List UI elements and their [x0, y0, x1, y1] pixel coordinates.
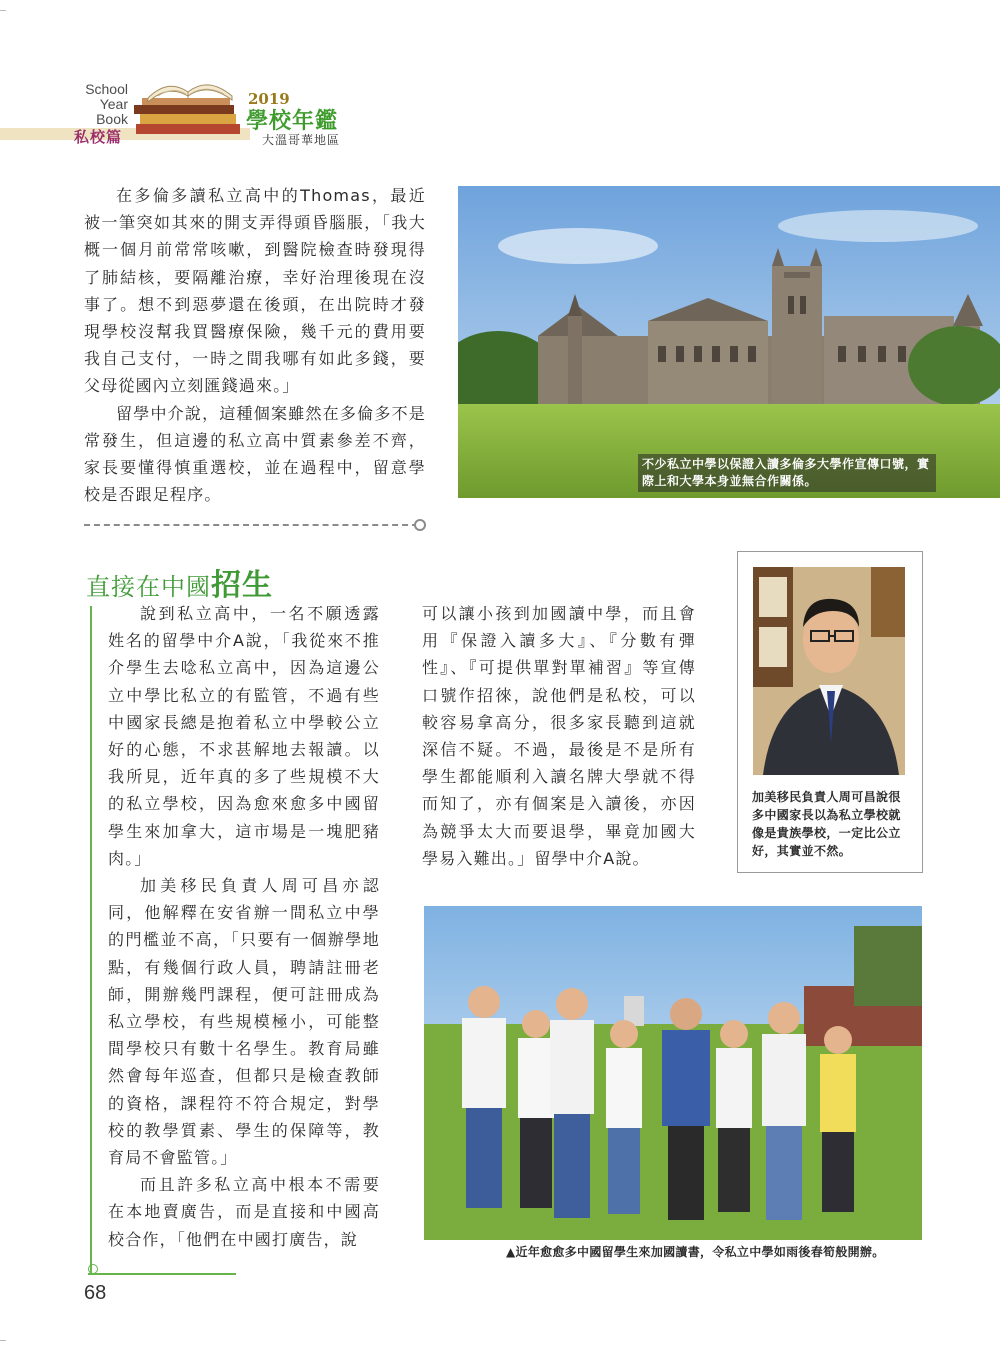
column-accent-dot — [88, 1264, 98, 1274]
divider-end-dot — [414, 519, 426, 531]
section-title — [86, 560, 273, 604]
crop-mark — [0, 1340, 6, 1341]
header-region: 大溫哥華地區 — [262, 133, 341, 147]
portrait-image — [753, 567, 905, 775]
header-english-title — [60, 82, 128, 127]
header-edition: 私校篇 — [74, 128, 123, 146]
intro-paragraph: 在多倫多讀私立高中的Thomas，最近被一筆突如其來的開支弄得頭昏腦脹，「我大概一個月前常常咳嗽，到醫院檢查時發現得了肺結核，要隔離治療，幸好治理後現在沒事了。想不到惡夢還在後頭，在出院時才發現學校沒幫我買醫療保險，幾千元的費用要我自己支付，一時之間我哪有如此多錢，要父母從國內立刻匯錢過來。」 — [84, 186, 426, 396]
article-paragraph: 加美移民負責人周可昌亦認同，他解釋在安省辦一間私立中學的門檻並不高，「只要有一個辦學地點，有幾個行政人員，聘請註冊老師，開辦幾門課程，便可註冊成為私立學校，有些規模極小，可能整間學校只有數十名學生。教育局雖然會每年巡查，但都只是檢查教師的資格，課程符不符合規定，對學校的教學質素、學生的保障等，教育局不會監管。」 — [108, 876, 380, 1168]
header-english-line: Book — [96, 111, 128, 127]
section-title-lead: 直接在中國 — [86, 573, 211, 601]
students-photo-caption: ▲近年愈愈多中國留學生來加國讀書，令私立中學如雨後春筍般開辦。 — [506, 1245, 885, 1259]
article-paragraph: 說到私立高中，一名不願透露姓名的留學中介A說，「我從來不推介學生去唸私立高中，因為這邊公立中學比私立的有監管，不過有些中國家長總是抱着私立中學較公立好的心態，不求甚解地去報讀。以我所見，近年真的多了些規模不大的私立學校，因為愈來愈多中國留學生來加拿大，這市場是一塊肥豬肉。」 — [108, 604, 380, 868]
crop-mark — [0, 10, 6, 11]
books-logo-icon — [128, 74, 248, 140]
section-title-emphasis: 招生 — [211, 568, 273, 603]
column-accent-line — [90, 606, 92, 1274]
header-english-line: School — [85, 81, 128, 97]
students-photo — [424, 906, 922, 1240]
intro-paragraph: 留學中介說，這種個案雖然在多倫多不是常發生，但這邊的私立高中質素參差不齊，家長要懂得慎重選校，並在過程中，留意學校是否跟足程序。 — [84, 403, 426, 505]
header-title: 學校年鑑 — [246, 109, 339, 134]
header-english-line: Year — [99, 96, 128, 112]
intro-text — [84, 182, 426, 508]
portrait-photo — [753, 567, 905, 775]
students-group-image — [424, 906, 922, 1240]
article-paragraph: 可以讓小孩到加國讀中學，而且會用『保證入讀多大』、『分數有彈性』、『可提供單對單補習』等宣傳口號作招徠，說他們是私校，可以較容易拿高分，很多家長聽到這就深信不疑。不過，最後是不是所有學生都能順利入讀名牌大學就不得而知了，亦有個案是入讀後，亦因為競爭太大而要退學，畢竟加國大學易入難出。」留學中介A說。 — [422, 604, 696, 868]
article-paragraph: 而且許多私立高中根本不需要在本地賣廣告，而是直接和中國高校合作，「他們在中國打廣告，說 — [108, 1175, 380, 1249]
campus-building-image — [458, 186, 1000, 498]
portrait-caption: 加美移民負責人周可昌說很多中國家長以為私立學校就像是貴族學校，一定比公立好，其實並不然。 — [752, 790, 901, 858]
page-number: 68 — [84, 1282, 107, 1304]
section-divider — [84, 524, 418, 526]
campus-photo — [458, 186, 1000, 498]
article-column-2 — [422, 600, 696, 872]
header-year: 2019 — [248, 90, 290, 108]
article-column-1 — [108, 600, 380, 1253]
column-accent-line-bottom — [88, 1273, 236, 1275]
campus-photo-caption: 不少私立中學以保證入讀多倫多大學作宣傳口號，實際上和大學本身並無合作關係。 — [638, 454, 936, 492]
